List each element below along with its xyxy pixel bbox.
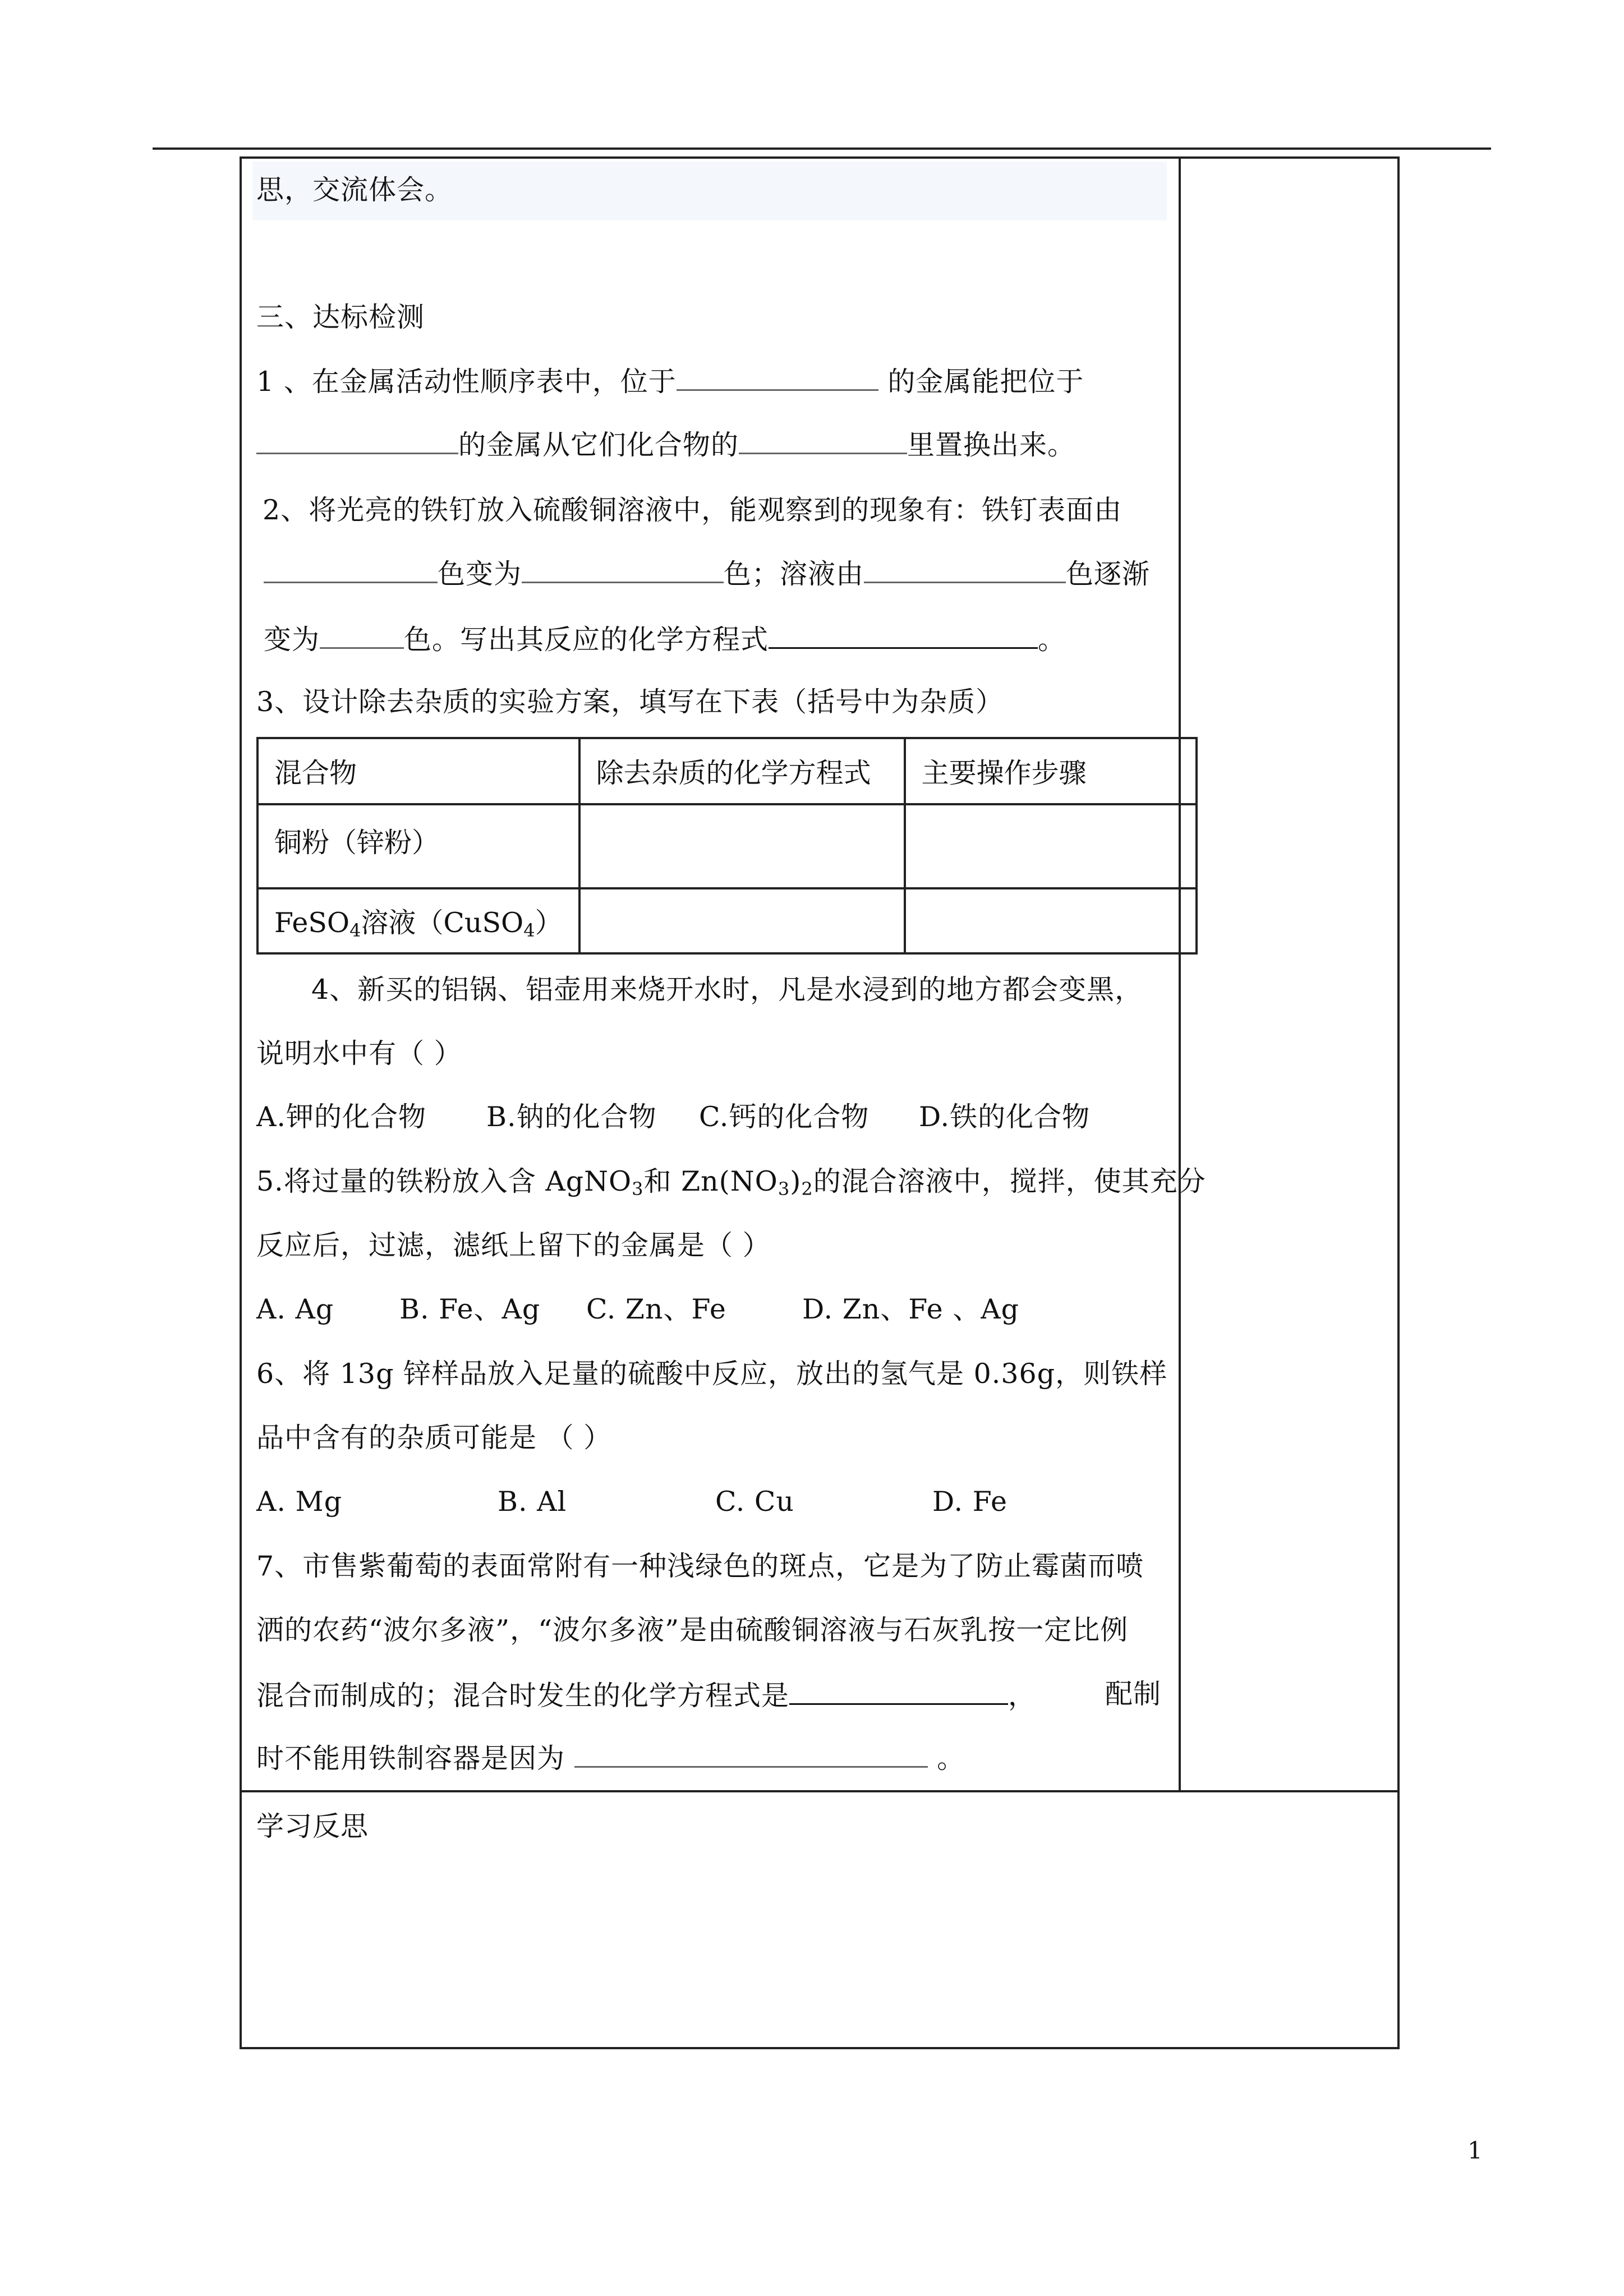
q7-line4: 时不能用铁制容器是因为 。 bbox=[256, 1742, 965, 1774]
impurity-table bbox=[256, 737, 1198, 955]
table-header-mixture: 混合物 bbox=[257, 738, 579, 804]
q4-line2: 说明水中有（ ） bbox=[256, 1038, 462, 1069]
section-title: 三、达标检测 bbox=[256, 301, 425, 333]
q5-line1: 5.将过量的铁粉放入含 AgNO$_3$和 $Zn(NO_3)_2$的混合溶液中，搅拌，使其充分 bbox=[256, 1165, 1206, 1200]
q6-option-d[interactable]: D. Fe bbox=[932, 1486, 1008, 1518]
q4-option-d[interactable]: D.铁的化合物 bbox=[919, 1101, 1091, 1133]
q5-option-c[interactable]: C. Zn、Fe bbox=[586, 1293, 726, 1325]
q7-line3: 混合而制成的；混合时发生的化学方程式是 ， bbox=[256, 1677, 1036, 1713]
row-divider bbox=[240, 1790, 1400, 1792]
table-cell-steps[interactable] bbox=[905, 888, 1197, 953]
q6-option-c[interactable]: C. Cu bbox=[715, 1486, 794, 1518]
q7-equation-blank[interactable] bbox=[789, 1677, 1008, 1705]
q2-line3: 变为 色。写出其反应的化学方程式 。 bbox=[264, 621, 1066, 657]
q4-line1: 4、新买的铝锅、铝壶用来烧开水时，凡是水浸到的地方都会变黑， bbox=[311, 974, 1143, 1006]
q4-option-b[interactable]: B.钠的化合物 bbox=[486, 1101, 657, 1133]
q4-option-c[interactable]: C.钙的化合物 bbox=[699, 1101, 869, 1133]
q1-line2: 的金属从它们化合物的 里置换出来。 bbox=[256, 428, 1075, 462]
q6-line2: 品中含有的杂质可能是 （ ） bbox=[256, 1422, 612, 1454]
q1-blank3[interactable] bbox=[739, 430, 907, 454]
table-cell-equation[interactable] bbox=[579, 888, 905, 953]
header-rule bbox=[153, 147, 1491, 150]
reflection-label: 学习反思 bbox=[256, 1810, 369, 1842]
q7-line2: 洒的农药“波尔多液”，“波尔多液”是由硫酸铜溶液与石灰乳按一定比例 bbox=[256, 1614, 1129, 1646]
q2-line2: 色变为 色；溶液由 色逐渐 bbox=[264, 557, 1150, 591]
table-cell-mixture: 铜粉（锌粉） bbox=[257, 804, 579, 888]
q2-line1: 2、将光亮的铁钉放入硫酸铜溶液中，能观察到的现象有：铁钉表面由 bbox=[263, 494, 1122, 526]
q5-option-b[interactable]: B. Fe、Ag bbox=[399, 1293, 541, 1325]
q2-blank1[interactable] bbox=[264, 559, 438, 583]
q1-blank1[interactable] bbox=[677, 367, 878, 391]
q7-reason-blank[interactable] bbox=[574, 1744, 928, 1768]
q7-line3-end: 配制 bbox=[1105, 1678, 1162, 1710]
q2-blank3[interactable] bbox=[864, 559, 1066, 583]
q2-blank4[interactable] bbox=[320, 625, 404, 649]
q5-option-a[interactable]: A. Ag bbox=[256, 1293, 334, 1325]
top-text: 思，交流体会。 bbox=[256, 174, 453, 206]
q6-option-a[interactable]: A. Mg bbox=[256, 1486, 343, 1518]
table-cell-steps[interactable] bbox=[905, 804, 1197, 888]
q2-blank2[interactable] bbox=[522, 559, 724, 583]
q2-equation-blank[interactable] bbox=[769, 621, 1038, 649]
column-divider bbox=[1179, 156, 1181, 1791]
table-cell-mixture: FeSO$_4$溶液（CuSO$_4$） bbox=[257, 888, 579, 953]
page-number: 1 bbox=[1467, 2137, 1483, 2164]
table-cell-equation[interactable] bbox=[579, 804, 905, 888]
q3-text: 3、设计除去杂质的实验方案，填写在下表（括号中为杂质） bbox=[256, 686, 1004, 718]
q1-line1: 1 、在金属活动性顺序表中，位于 的金属能把位于 bbox=[256, 366, 1084, 398]
q7-line1: 7、市售紫葡萄的表面常附有一种浅绿色的斑点，它是为了防止霉菌而喷 bbox=[256, 1550, 1144, 1582]
table-header-equation: 除去杂质的化学方程式 bbox=[579, 738, 905, 804]
q6-option-b[interactable]: B. Al bbox=[498, 1486, 567, 1518]
q6-line1: 6、将 13g 锌样品放入足量的硫酸中反应，放出的氢气是 0.36g，则铁样 bbox=[256, 1358, 1168, 1390]
q5-option-d[interactable]: D. Zn、Fe 、Ag bbox=[802, 1293, 1019, 1325]
q4-option-a[interactable]: A.钾的化合物 bbox=[256, 1101, 426, 1133]
table-header-steps: 主要操作步骤 bbox=[905, 738, 1197, 804]
q5-line2: 反应后，过滤，滤纸上留下的金属是（ ） bbox=[256, 1229, 771, 1261]
q1-blank2[interactable] bbox=[256, 430, 458, 454]
